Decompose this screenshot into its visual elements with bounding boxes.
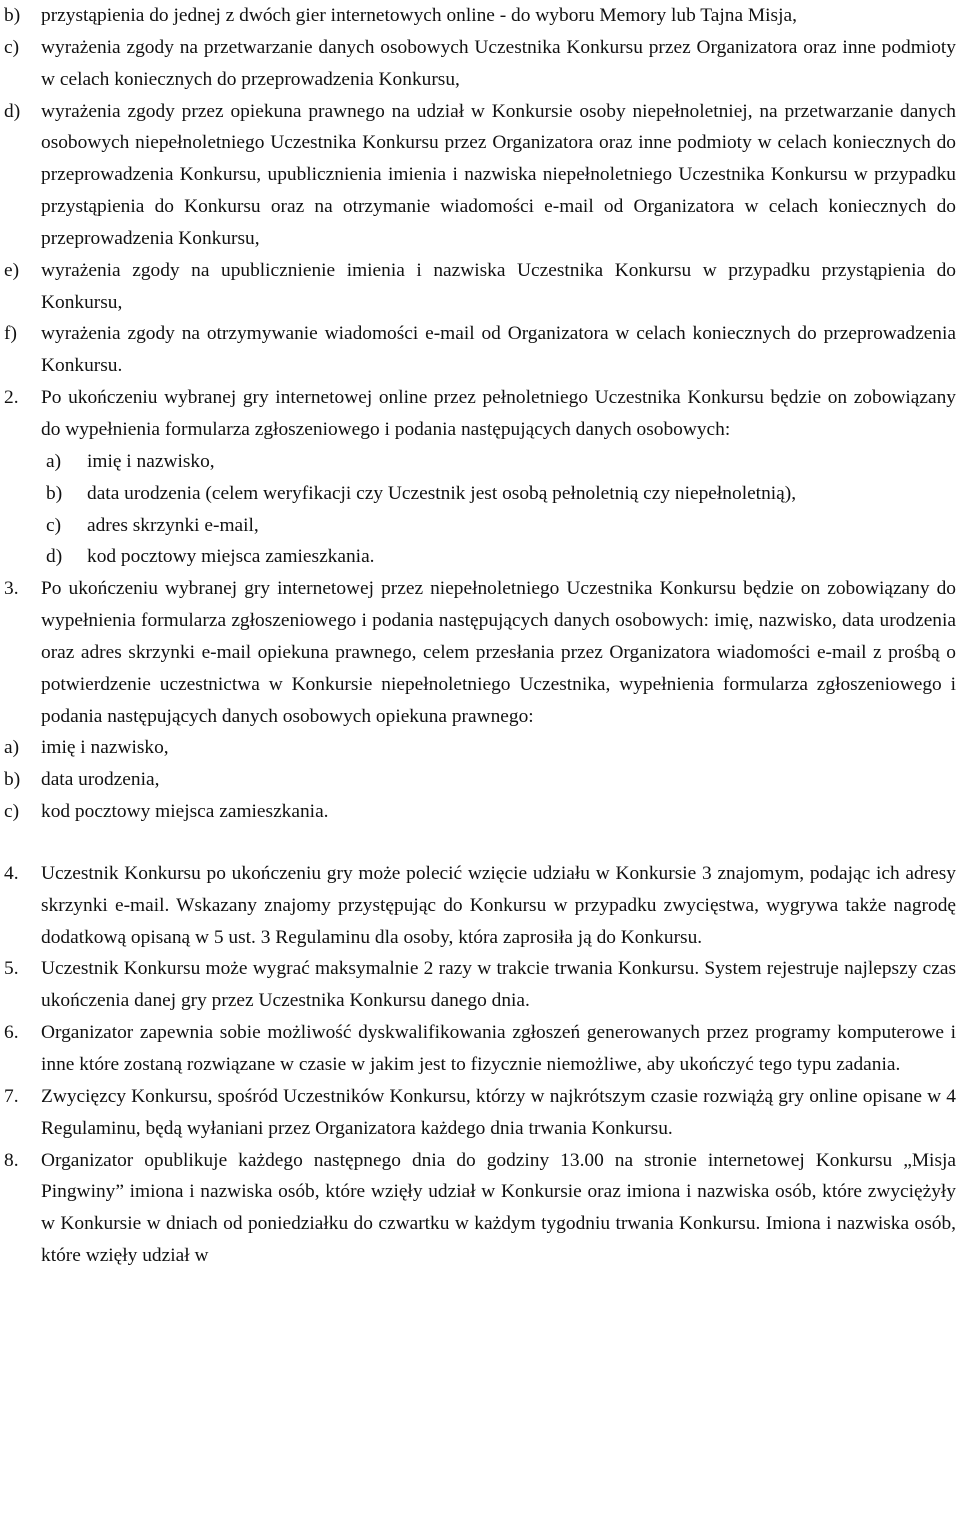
sub-item-label: b) bbox=[4, 769, 21, 791]
paragraph-text: Zwycięzcy Konkursu, spośród Uczestników Konkursu, którzy w najkrótszym czasie rozwiążą gry online opisane w 4 Regulaminu, będą wyłaniani przez Organizatora każdego dnia trwania Konkursu. bbox=[41, 1085, 956, 1139]
sub-list-item bbox=[0, 732, 960, 764]
sub-list-item bbox=[0, 541, 960, 573]
paragraph-number: 5. bbox=[4, 958, 19, 980]
paragraph-text: Uczestnik Konkursu po ukończeniu gry może polecić wzięcie udziału w Konkursie 3 znajomym, podając ich adresy skrzynki e-mail. Wskazany znajomy przystępując do Konkursu w przypadku zwycięstwa, wygrywa także nagrodę dodatkową opisaną w 5 ust. 3 Regulaminu dla osoby, która zaprosiła ją do Konkursu. bbox=[41, 862, 956, 948]
paragraph-text: Organizator opublikuje każdego następnego dnia do godziny 13.00 na stronie internetowej Konkursu „Misja Pingwiny” imiona i nazwiska osób, które wzięły udział w Konkursie oraz imiona i nazwiska osób, które zwyciężyły w Konkursie w dniach od poniedziałku do czwartku w każdym tygodniu trwania Konkursu. Imiona i nazwiska osób, które wzięły udział w bbox=[41, 1149, 956, 1267]
numbered-paragraph bbox=[0, 953, 960, 1017]
sub-item-label: b) bbox=[46, 482, 63, 504]
item-label: c) bbox=[4, 36, 20, 58]
list-item bbox=[0, 96, 960, 255]
item-text: wyrażenia zgody na upublicznienie imienia i nazwiska Uczestnika Konkursu w przypadku przystąpienia do Konkursu, bbox=[41, 259, 956, 313]
item-text: wyrażenia zgody na otrzymywanie wiadomości e-mail od Organizatora w celach koniecznych do przeprowadzenia Konkursu. bbox=[41, 323, 956, 377]
item-label: f) bbox=[4, 323, 17, 345]
paragraph-text: Uczestnik Konkursu może wygrać maksymalnie 2 razy w trakcie trwania Konkursu. System rejestruje najlepszy czas ukończenia danej gry przez Uczestnika Konkursu danego dnia. bbox=[41, 958, 956, 1012]
paragraph-number: 2. bbox=[4, 387, 19, 409]
numbered-paragraph bbox=[0, 1145, 960, 1272]
paragraph-number: 6. bbox=[4, 1022, 19, 1044]
paragraph-text: Organizator zapewnia sobie możliwość dyskwalifikowania zgłoszeń generowanych przez programy komputerowe i inne które zostaną rozwiązane w czasie w jakim jest to fizycznie niemożliwe, aby ukończyć tego typu zadania. bbox=[41, 1022, 956, 1075]
sub-item-text: data urodzenia, bbox=[41, 769, 160, 791]
sub-list-item bbox=[0, 796, 960, 828]
sub-item-label: a) bbox=[4, 737, 20, 759]
list-item bbox=[0, 255, 960, 319]
list-item bbox=[0, 32, 960, 96]
sub-item-text: data urodzenia (celem weryfikacji czy Uczestnik jest osobą pełnoletnią czy niepełnoletnią), bbox=[87, 482, 797, 504]
item-text: wyrażenia zgody przez opiekuna prawnego na udział w Konkursie osoby niepełnoletniej, na przetwarzanie danych osobowych niepełnoletniego Uczestnika Konkursu przez Organizatora oraz inne podmioty w celach koniecznych do przeprowadzenia Konkursu, upublicznienia imienia i nazwiska niepełnoletniego Uczestnika Konkursu w przypadku przystąpienia do Konkursu oraz na otrzymanie wiadomości e-mail od Organizatora w celach koniecznych do przeprowadzenia Konkursu, bbox=[41, 100, 956, 249]
numbered-paragraph bbox=[0, 1081, 960, 1145]
paragraph-text: Po ukończeniu wybranej gry internetowej online przez pełnoletniego Uczestnika Konkursu będzie on zobowiązany do wypełnienia formularza zgłoszeniowego i podania następujących danych osobowych: bbox=[41, 387, 956, 440]
paragraph-number: 8. bbox=[4, 1149, 19, 1171]
paragraph-number: 7. bbox=[4, 1085, 19, 1107]
list-item bbox=[0, 0, 960, 32]
numbered-paragraph bbox=[0, 573, 960, 732]
sub-list-item bbox=[0, 446, 960, 478]
numbered-paragraph bbox=[0, 382, 960, 446]
item-text: przystąpienia do jednej z dwóch gier internetowych online - do wyboru Memory lub Tajna Misja, bbox=[41, 5, 797, 26]
sub-item-text: kod pocztowy miejsca zamieszkania. bbox=[41, 801, 329, 823]
sub-list-item bbox=[0, 510, 960, 542]
sub-list-item bbox=[0, 764, 960, 796]
paragraph-spacer bbox=[0, 828, 960, 858]
paragraph-number: 3. bbox=[4, 578, 19, 600]
sub-item-text: adres skrzynki e-mail, bbox=[87, 514, 259, 536]
list-item bbox=[0, 318, 960, 382]
sub-item-text: imię i nazwisko, bbox=[87, 450, 215, 472]
sub-item-text: imię i nazwisko, bbox=[41, 737, 169, 759]
item-text: wyrażenia zgody na przetwarzanie danych osobowych Uczestnika Konkursu przez Organizatora oraz inne podmioty w celach koniecznych do przeprowadzenia Konkursu, bbox=[41, 36, 956, 90]
sub-item-label: c) bbox=[4, 801, 20, 823]
paragraph-number: 4. bbox=[4, 862, 19, 884]
sub-item-label: c) bbox=[46, 514, 62, 536]
sub-item-text: kod pocztowy miejsca zamieszkania. bbox=[87, 546, 375, 568]
numbered-paragraph bbox=[0, 858, 960, 954]
sub-item-label: a) bbox=[46, 450, 62, 472]
sub-item-label: d) bbox=[46, 546, 63, 568]
item-label: b) bbox=[4, 5, 21, 26]
paragraph-text: Po ukończeniu wybranej gry internetowej przez niepełnoletniego Uczestnika Konkursu będzie on zobowiązany do wypełnienia formularza zgłoszeniowego i podania następujących danych osobowych: imię, nazwisko, data urodzenia oraz adres skrzynki e-mail opiekuna prawnego, celem przesłania przez Organizatora wiadomości e-mail z prośbą o potwierdzenie uczestnictwa w Konkursie niepełnoletniego Uczestnika, wypełnienia formularza zgłoszeniowego i podania następujących danych osobowych opiekuna prawnego: bbox=[41, 578, 956, 727]
numbered-paragraph bbox=[0, 1017, 960, 1081]
sub-list-item bbox=[0, 478, 960, 510]
item-label: e) bbox=[4, 259, 20, 281]
item-label: d) bbox=[4, 100, 21, 122]
